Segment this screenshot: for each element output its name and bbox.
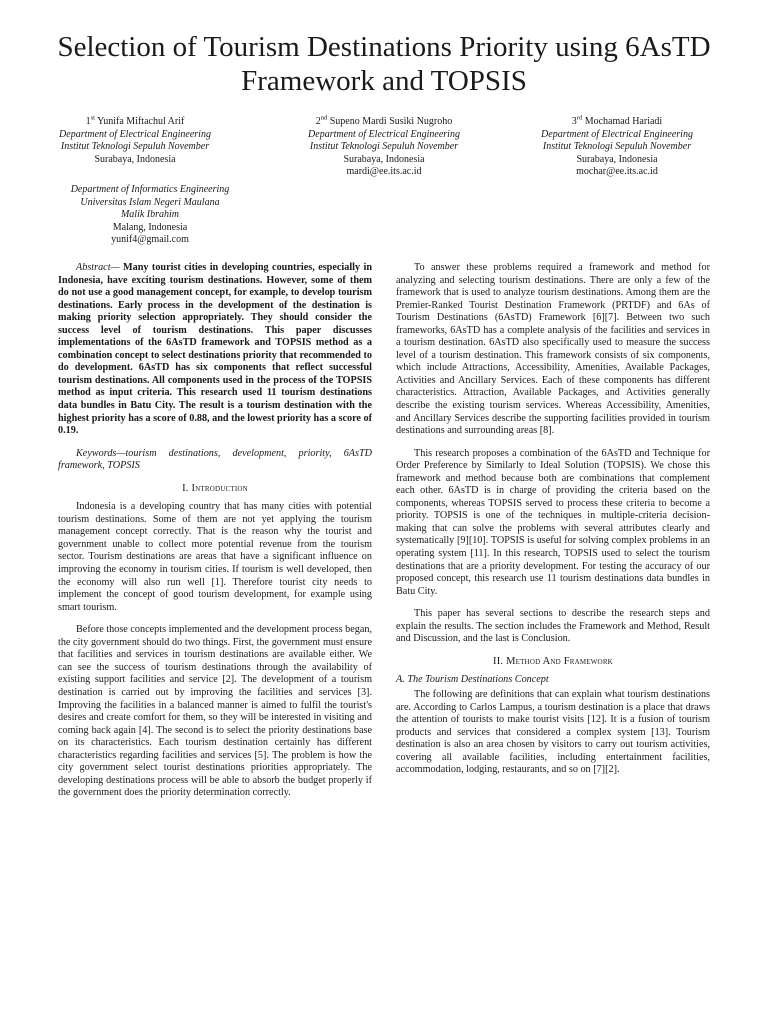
paragraph: Indonesia is a developing country that has many cities with potential tourism destinations. Some of them are not yet applying the tourism management concept correctly. That is the reason why the tourist and government unable to collect more potential revenue from the tourism sector. Tourism destinations are areas that have a significant influence on improving the economy in tourism cities. If tourism is well developed, then the economy will also run well [1]. Therefore tourist city needs to implement the concept of good tourism development, for example using smart tourism. — [58, 501, 372, 613]
abstract — [58, 262, 372, 438]
author-institution: Institut Teknologi Sepuluh November — [309, 141, 459, 153]
section-heading-introduction: I. Introduction — [182, 482, 248, 494]
keywords-text: tourism destinations, development, priority, 6AsTD framework, TOPSIS — [58, 447, 372, 472]
paragraph: To answer these problems required a framework and method for analyzing and selecting tourism destinations. There are only a few of the framework that is used to analyze tourism destinations. Among them are the Premier-Ranked Tourist Destination Framework (PRTDF) and 6As of Tourism Destinations (6AsTD) Framework [6][7]. Between two such frameworks, 6AsTD has a complete analysis of the facilities and services in a tourism destination. 6AsTD also specifically used to measure the success level of a tourism destination. This framework consists of six components, which include Attractions, Accessibility, Amenities, Available Packages, Activities and Ancillary Services. Each of these components has different characteristics. Attraction, Available Packages, and Activities generally describe the existing tourism services. Whereas Accessibility, Amenities, and Ancillary Services describe the supporting facilities provided in tourism destinations and surrounding areas [8]. — [396, 262, 710, 437]
affiliation-location: Malang, Indonesia — [112, 221, 188, 233]
abstract-text: Many tourist cities in developing countries, especially in Indonesia, have exciting tourism destinations. However, some of them do not use a good management concept, for example, to develop tourism destinations. Early process in the development of the destination is making priority selection appropriately. They should consider the success level of tourism destinations. This paper discusses implementations of the 6AsTD framework and TOPSIS method as a combination concept to select destinations priority that recommended to do development. 6AsTD has six components that reflect successful tourism destinations. All components used in the process of the TOPSIS method as input criteria. This research used 11 tourism destinations data bundles in Batu City. The result is a tourism destination with the highest priority has a score of 0.88, and the lowest priority has a score of 0.19. — [58, 262, 372, 437]
author-location: Surabaya, Indonesia — [343, 153, 425, 165]
author-block-3 — [502, 116, 732, 179]
author-name: 3rd Mochamad Hariadi — [571, 114, 663, 127]
paragraph: This paper has several sections to describe the research steps and explain the results. The section includes the Framework and Method, Result and Discussion, and the last is Conclusion. — [396, 608, 710, 645]
paragraph: The following are definitions that can explain what tourism destinations are. According to Carlos Lampus, a tourism destination is a place that draws the attention of tourists to make tourist visits [12]. It is a fusion of tourism products and services that considered a complex system [13]. Tourism destination is also an area chosen by visitors to carry out tourism activities, covering all available facilities, including entertainment facilities, accommodation, lodging, restaurants, and so on [7][2]. — [396, 688, 710, 776]
author-block-2 — [269, 116, 499, 179]
affiliation-institution: Universitas Islam Negeri Maulana — [80, 196, 220, 208]
right-column — [396, 262, 710, 777]
author-email[interactable]: mardi@ee.its.ac.id — [346, 166, 422, 178]
author-location: Surabaya, Indonesia — [576, 153, 658, 165]
author-block-1 — [20, 116, 250, 166]
subsection-heading: A. The Tourism Destinations Concept — [396, 674, 549, 686]
paragraph: Before those concepts implemented and the development process began, the city government should do two things. First, the government must ensure that facilities and services in tourism destinations are available either. We can see the success of tourism destinations through the availability of existing support facilities and service [2]. The development of a tourism destination is carried out by improving the facilities and services [3]. Improving the facilities in a balanced manner is aimed to fulfil the tourist's desires and create comfort for them, so they will be interested in visiting and coming back again [4]. The second is to select the priority destinations base on its characteristics. Each tourism destination certainly has different characteristics regarding facilities and services [5]. The problem is how the city government select tourist destinations priorities appropriately. The developing destinations process will be able to absorb the budget properly if the government does the priority determination correctly. — [58, 624, 372, 799]
author-institution: Institut Teknologi Sepuluh November — [60, 141, 210, 153]
author-location: Surabaya, Indonesia — [94, 153, 176, 165]
author-name: 2nd Supeno Mardi Susiki Nugroho — [315, 114, 453, 127]
affiliation-institution-line2: Malik Ibrahim — [120, 209, 180, 221]
author-name: 1st Yunifa Miftachul Arif — [85, 114, 185, 127]
author-department: Department of Electrical Engineering — [59, 128, 211, 140]
author-department: Department of Electrical Engineering — [308, 128, 460, 140]
author-institution: Institut Teknologi Sepuluh November — [542, 141, 692, 153]
author-email[interactable]: mochar@ee.its.ac.id — [576, 166, 658, 178]
affiliation-email[interactable]: yunif4@gmail.com — [111, 234, 189, 246]
keywords — [58, 448, 372, 473]
abstract-label: Abstract— — [76, 262, 120, 273]
paragraph: This research proposes a combination of the 6AsTD and Technique for Order Preference by Similarly to Ideal Solution (TOPSIS). We chose this framework and method because both are combinations that complement each other. 6AsTD is in charge of providing the criteria based on the components, whereas TOPSIS served to process these criteria to become a priority. TOPSIS is one of the techniques in multiple-criteria decision-making that can solve the problems with several attributes clearly and systematically [9][10]. TOPSIS is useful for solving complex problems in an operating system [11]. In this research, TOPSIS used to select the tourism destinations that are a priority development. For testing the accuracy of our proposed concept, this research use 11 tourism destinations data bundles in Batu City. — [396, 447, 710, 597]
author-department: Department of Electrical Engineering — [541, 128, 693, 140]
author-affiliation-2 — [35, 184, 265, 247]
section-heading-method: II. Method And Framework — [493, 655, 613, 667]
keywords-label: Keywords— — [76, 447, 126, 459]
affiliation-department: Department of Informatics Engineering — [70, 184, 230, 195]
left-column — [58, 262, 372, 800]
paper-title: Selection of Tourism Destinations Priority using 6AsTD Framework and TOPSIS — [57, 31, 711, 97]
